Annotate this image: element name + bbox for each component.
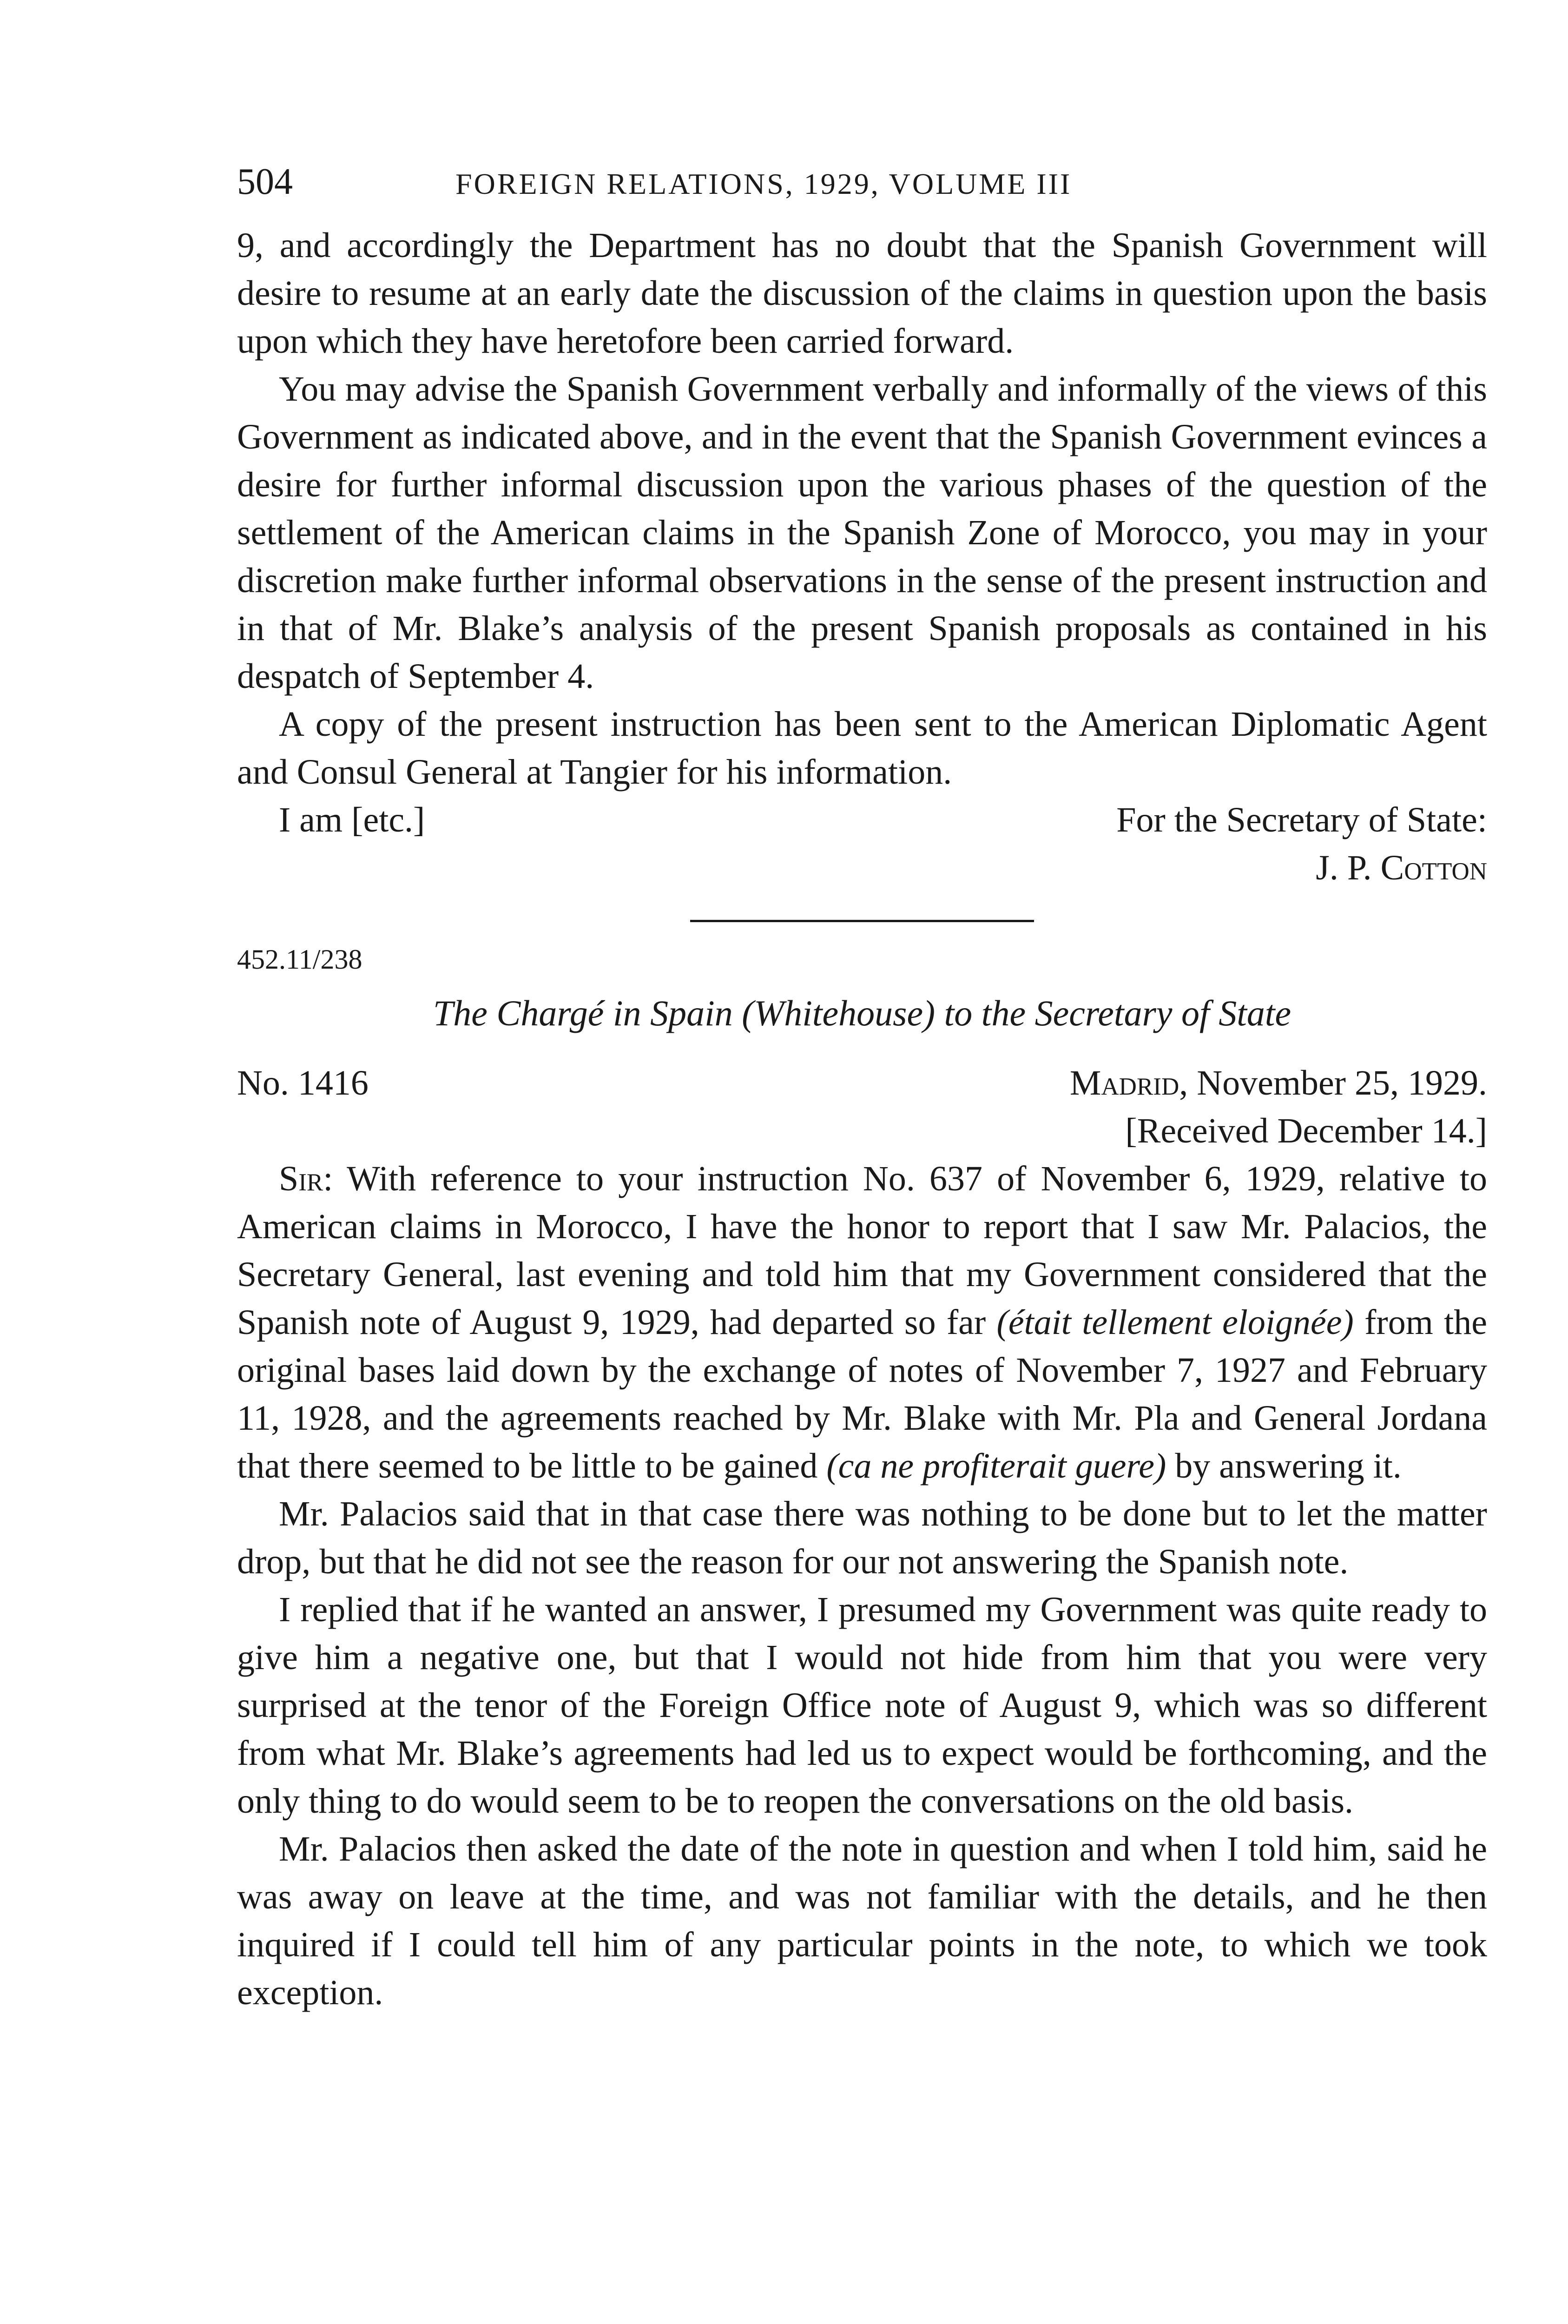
body-paragraph: A copy of the present instruction has been sent to the American Diplomatic Agent and Consul General at Tangier for his information. <box>237 705 1487 792</box>
document-title: The Chargé in Spain (Whitehouse) to the Secretary of State <box>433 993 1291 1033</box>
salutation: Sir <box>279 1159 323 1198</box>
dateline-row <box>237 1059 1487 1107</box>
section-divider <box>690 920 1034 922</box>
letter-text: by answering it. <box>1166 1446 1402 1486</box>
letter-paragraph <box>237 1155 1487 1490</box>
page-header <box>237 158 1487 208</box>
closing-text: I am [etc.] <box>279 800 425 839</box>
dateline-place: Madrid, <box>1069 1063 1188 1103</box>
letter-text: from the original bases laid down by the exchange of notes of November 7, 1927 and February 11, 1928, and the agreements reached by Mr. Blake with Mr. Pla and General Jordana that there seemed to be little to be gained <box>237 1303 1487 1486</box>
dateline <box>1070 1059 1487 1107</box>
french-phrase: (était tellement eloignée) <box>996 1303 1354 1342</box>
letter-paragraph: Mr. Palacios said that in that case there was nothing to be done but to let the matter drop, but that he did not see the reason for our not answering the Spanish note. <box>237 1494 1487 1581</box>
received-date: [Received December 14.] <box>1125 1111 1487 1150</box>
document-number: No. 1416 <box>237 1063 369 1103</box>
body-paragraph: 9, and accordingly the Department has no doubt that the Spanish Government will desire to resume at an early date the discussion of the claims in question upon the basis upon which they have heretofore been carried forward. <box>237 226 1487 361</box>
letter-text: : With reference to your instruction No. 637 of November 6, 1929, relative to American claims in Morocco, I have the honor to report that I saw Mr. Palacios, the Secretary General, last evening and told him that my Government considered that the Spanish note of August 9, 1929, had departed so far <box>237 1159 1487 1342</box>
signature-line: For the Secretary of State: <box>1116 800 1487 839</box>
letter-paragraph: Mr. Palacios then asked the date of the note in question and when I told him, said he was away on leave at the time, and was not familiar with the details, and he then inquired if I could tell him of any particular points in the note, to which we took exception. <box>237 1829 1487 2012</box>
document-page <box>237 158 1487 2017</box>
signer-name: J. P. Cotton <box>1316 848 1487 887</box>
page-number: 504 <box>237 161 293 202</box>
body-paragraph: You may advise the Spanish Government verbally and informally of the views of this Government as indicated above, and in the event that the Spanish Government evinces a desire for further informal discussion upon the various phases of the question of the settlement of the American claims in the Spanish Zone of Morocco, you may in your discretion make further informal observations in the sense of the present instruction and in that of Mr. Blake’s analysis of the present Spanish proposals as contained in his despatch of September 4. <box>237 370 1487 696</box>
french-phrase: (ca ne profiterait guere) <box>826 1446 1166 1486</box>
file-number: 452.11/238 <box>237 944 362 975</box>
dateline-date: November 25, 1929. <box>1188 1063 1487 1103</box>
closing-row <box>237 796 1487 844</box>
running-title: FOREIGN RELATIONS, 1929, VOLUME III <box>455 167 1072 200</box>
letter-paragraph: I replied that if he wanted an answer, I presumed my Government was quite ready to give him a negative one, but that I would not hide from him that you were very surprised at the tenor of the Foreign Office note of August 9, which was so different from what Mr. Blake’s agreements had led us to expect would be forthcoming, and the only thing to do would seem to be to reopen the conversations on the old basis. <box>237 1590 1487 1821</box>
